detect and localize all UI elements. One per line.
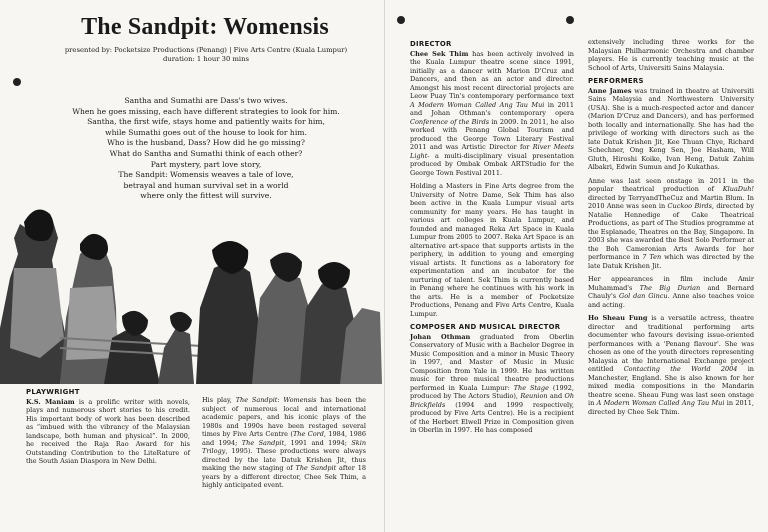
bio-text: has been the subject of numerous local and international academic papers, and his iconic plays of the 1980s and 1990s have been restaged several times by Five Arts Centre ( xyxy=(202,396,366,438)
work-title: The Stage xyxy=(513,383,549,392)
performer-figure xyxy=(196,260,262,384)
synopsis-line: Santha, the first wife, stays home and patiently waits for him, xyxy=(87,117,325,127)
bio-text: which was directed by the late Datuk Krishen Jit. xyxy=(588,253,754,270)
page-title: The Sandpit: Womensis xyxy=(81,14,329,40)
punch-hole-icon xyxy=(13,78,21,86)
bio-text: Anne was last seen onstage in 2011 in the popular theatrical production of xyxy=(588,176,754,193)
bio-text: - a multi-disciplinary visual presentation produced by Ombak Ombak ARTStudio for the George Town Festival 2011. xyxy=(410,151,574,177)
bio-text: . Anne also teaches voice and acting. xyxy=(588,292,754,309)
anne-bio-3 xyxy=(588,275,754,309)
punch-hole-icon xyxy=(397,16,405,24)
composer-bio-cont: extensively including three works for the Malaysian Philharmonic Orchestra and chamber players. He is currently teaching music at the School of Arts, Universiti Sains Malaysia. xyxy=(588,38,754,72)
bio-text: , 1995). These productions were always directed by the late Datuk Krishen Jit, thus making the new staging of xyxy=(202,447,366,472)
bio-text: and xyxy=(547,392,565,400)
performer-figure xyxy=(158,328,194,384)
director-bio-2: Holding a Masters in Fine Arts degree from the University of Notre Dame, Sek Thim has also been active in the Kuala Lumpur visual arts community for many years. He has taught in various art colleges in Kuala Lumpur, and founded and managed Reka Art Space in Kuala Lumpur from 2005 to 2007. Reka Art Space is an alternative art-space that supports artists in the periphery, in addition to young and emerging visual artists. It functions as a laboratory for experimentation and an incubator for the nurturing of talent. Sek Thim is currently based in Penang where he continues with his work in the arts. He is a member of Pocketsize Productions, Penang and Five Arts Centre, Kuala Lumpur. xyxy=(410,182,574,318)
synopsis-line: betrayal and human survival set in a world xyxy=(123,180,289,190)
person-name: Anne James xyxy=(588,86,632,95)
section-heading: PERFORMERS xyxy=(588,77,644,85)
work-title: The Big Durian xyxy=(639,283,701,292)
composer-bio xyxy=(410,333,574,435)
synopsis-line: The Sandpit: Womensis weaves a tale of love, xyxy=(118,170,294,180)
work-title: River Meets Light xyxy=(410,143,574,160)
performers-column xyxy=(588,38,754,421)
person-name: K.S. Maniam xyxy=(26,397,75,406)
cast-photo xyxy=(0,188,382,384)
work-title: A Modern Woman Called Ang Tau Mui xyxy=(410,100,545,109)
playwright-column-2 xyxy=(202,396,366,495)
synopsis-line: When he goes missing, each have different strategies to look for him. xyxy=(72,106,340,116)
work-title: A Modern Woman Called Ang Tau Mui xyxy=(596,399,725,407)
director-column xyxy=(410,40,574,440)
work-title: The Cord xyxy=(292,430,324,438)
synopsis-line: Who is the husband, Dass? How did he go missing? xyxy=(107,138,305,148)
bio-text: (1994 and 1999 respectively, produced by Five Arts Centre). He is a recipient of the Herbert Elwell Prize in Composition given in Oberlin in 1997. He has composed xyxy=(410,400,574,434)
work-title: Contacting the World 2004 xyxy=(623,365,738,373)
synopsis-line: where only the fittest will survive. xyxy=(140,191,272,201)
work-title: Cuckoo Birds xyxy=(667,202,712,210)
bio-text: Her appearances in film include Amir Muhammad's xyxy=(588,275,754,292)
bio-text: in 2011, directed by Chee Sek Thim. xyxy=(588,399,754,416)
playwright-bio xyxy=(26,398,190,466)
dress-figure xyxy=(10,268,64,358)
bio-text: is a prolific writer with novels, plays and numerous short stories to his credit. His important body of work has been described as “imbued with the vibrancy of the Malaysian landscape, both human and physical”. In 2000, he received the Raja Rao Award for his Outstanding Contribution to the LiteRature of the South Asian Diaspora in New Delhi. xyxy=(26,397,190,465)
presented-by: presented by: Pocketsize Productions (Penang) | Five Arts Centre (Kuala Lumpur) xyxy=(64,46,348,54)
punch-hole-icon xyxy=(566,16,574,24)
section-heading: PLAYWRIGHT xyxy=(26,388,80,396)
bio-text: (1992, produced by The Actors Studio), xyxy=(410,383,574,400)
work-title: The Sandpit xyxy=(295,464,337,472)
bio-text: , directed by Natalie Hennedige of Cake Theatrical Productions, as part of The Studios programme at the Esplanade, Theatres on the Bay, Singapore. In 2003 she was awarded the Best Solo Performer at the Boh Cameronian Arts Awards for her performance in xyxy=(588,202,754,261)
bio-text: and Bernard Chauly's xyxy=(588,283,754,300)
work-title: Reunion xyxy=(520,392,548,400)
director-bio xyxy=(410,50,574,178)
anne-bio-2 xyxy=(588,177,754,271)
bio-text: in Manchester, England. She is also known for her mixed media compositions in the Mandarin theatre scene. Sheau Fung was last seen onstage in xyxy=(588,365,754,407)
work-title: Gol dan Gincu xyxy=(619,292,668,300)
bio-text: in 2011 and Johan Othman's contemporary opera xyxy=(410,100,574,117)
synopsis-line: while Sumathi goes out of the house to look for him. xyxy=(105,127,307,137)
credits xyxy=(36,46,376,64)
duration: duration: 1 hour 30 mins xyxy=(163,55,249,63)
section-heading: DIRECTOR xyxy=(410,40,452,48)
person-name: Ho Sheau Fung xyxy=(588,314,648,322)
bio-text: has been actively involved in the Kuala Lumpur theatre scene since 1991, initially as a dancer with Marion D'Cruz and Dancers, and then as an actor and director. Amongst his most recent directorial projects are Leow Puay Tin's contemporary performance text xyxy=(410,49,574,100)
sandpit-history xyxy=(202,396,366,490)
bio-text: directed by TerryandTheCuz and Martin Blum. In 2010 Anne was seen in xyxy=(588,193,754,210)
work-title: Skin Trilogy xyxy=(202,438,367,455)
work-title: Conference of the Birds xyxy=(410,117,490,126)
bio-text: graduated from Oberlin Conservatory of Music with a Bachelor Degree in Music Composition and a minor in Music Theory in 1997, and Master of Music in Music Composition from Yale in 1999. He has written music for three musical theatre productions performed in Kuala Lumpur: xyxy=(410,332,574,392)
section-heading: COMPOSER AND MUSICAL DIRECTOR xyxy=(410,323,561,331)
work-title: Oh Brickfields xyxy=(410,392,574,409)
performer-figure xyxy=(24,210,54,242)
ho-bio xyxy=(588,314,754,416)
synopsis-line: What do Santha and Sumathi think of each other? xyxy=(109,148,303,158)
work-title: The Sandpit xyxy=(241,438,285,447)
bio-text: His play, xyxy=(202,396,236,404)
bio-text: , 1984, 1986 and 1994; xyxy=(202,430,366,447)
page-fold xyxy=(384,0,385,532)
person-name: Chee Sek Thim xyxy=(410,49,469,58)
synopsis-line: Part mystery, part love story, xyxy=(150,159,262,169)
playwright-column xyxy=(26,388,190,471)
anne-bio xyxy=(588,87,754,172)
synopsis-line: Santha and Sumathi are Dass's two wives. xyxy=(124,96,288,105)
work-title: KluaDuh! xyxy=(722,185,754,193)
bio-text: after 18 years by a different director, Chee Sek Thim, a highly anticipated event. xyxy=(202,464,366,489)
bio-text: in 2009. In 2011, he also worked with Penang Global Tourism and produced the George Town Literary Festival 2011 and was Artistic Director for xyxy=(410,117,574,151)
person-name: Johan Othman xyxy=(410,332,471,341)
performer-figure xyxy=(170,312,192,332)
synopsis xyxy=(40,96,372,202)
bio-text: , 1991 and 1994; xyxy=(284,438,352,447)
bio-text: is a versatile actress, theatre director and traditional performing arts documenter who favours devising issue-oriented performances with a 'Penang flavour'. She was chosen as one of the youth directors representing Malaysia at the International Exchange project entitled xyxy=(588,314,754,373)
work-title: 7 Ten xyxy=(642,253,662,261)
bio-text: was trained in theatre at Universiti Sains Malaysia and Northwestern University (USA). She is a much-respected actor and dancer (Marion D'Cruz and Dancers), and has performed both locally and internationally. She has had the privilege of working with directors such as the late Datuk Krishen Jit, Kee Thuan Chye, Richard Schechner, Ong Keng Sen, Joe Hasham, Will Gluth, Hiroshi Koike, Ivan Heng, Datuk Zahim Albakri, Edwin Sumun and Jo Kukathas. xyxy=(588,86,754,171)
work-title: The Sandpit: Womensis xyxy=(235,396,317,404)
